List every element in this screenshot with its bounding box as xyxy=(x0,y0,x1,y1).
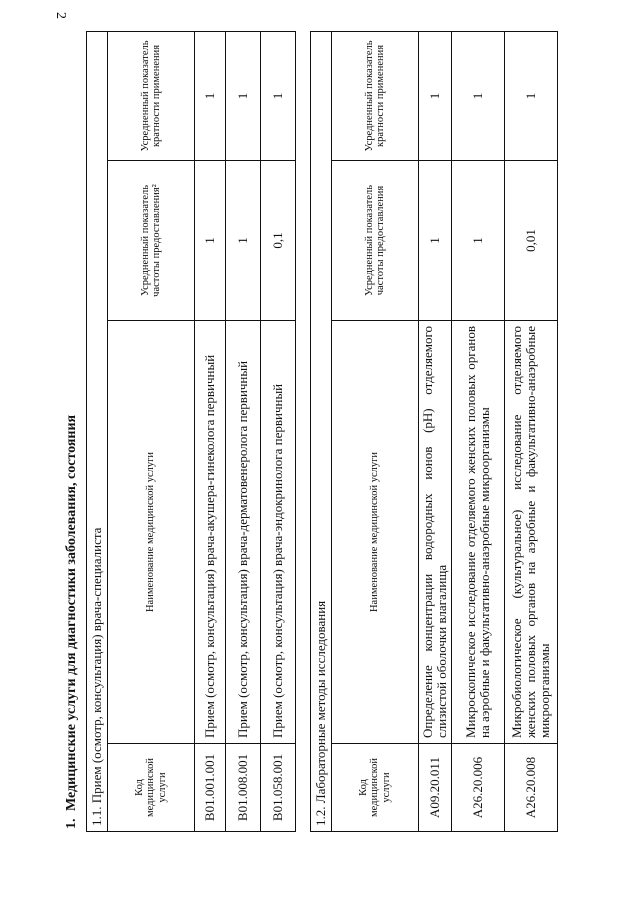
cell-code: B01.058.001 xyxy=(261,744,296,832)
cell-name: Микроскопическое исследование отделяемого женских половых органов на аэробные и факультативно-анаэробные микроорганизмы xyxy=(452,321,505,744)
cell-code: B01.001.001 xyxy=(195,744,226,832)
cell-frequency: 1 xyxy=(195,161,226,321)
cell-multiplicity: 1 xyxy=(419,31,452,160)
table-consultations xyxy=(86,31,296,832)
cell-frequency: 1 xyxy=(452,161,505,321)
cell-code: A09.20.011 xyxy=(419,744,452,832)
header-code: Код медицинской услуги xyxy=(332,744,419,832)
cell-frequency: 1 xyxy=(226,161,261,321)
cell-multiplicity: 1 xyxy=(505,31,558,160)
cell-frequency: 0,01 xyxy=(505,161,558,321)
cell-code: B01.008.001 xyxy=(226,744,261,832)
table-row xyxy=(226,31,261,831)
table-row xyxy=(195,31,226,831)
cell-frequency: 1 xyxy=(419,161,452,321)
header-frequency: Усредненный показатель частоты предоставления² xyxy=(108,161,195,321)
cell-name: Прием (осмотр, консультация) врача-эндокринолога первичный xyxy=(261,321,296,744)
section-heading xyxy=(64,49,84,829)
cell-name: Прием (осмотр, консультация) врача-акушера-гинеколога первичный xyxy=(195,321,226,744)
cell-multiplicity: 1 xyxy=(226,31,261,160)
header-name: Наименование медицинской услуги xyxy=(332,321,419,744)
cell-code: A26.20.006 xyxy=(452,744,505,832)
table-title: 1.2. Лабораторные методы исследования xyxy=(311,31,332,831)
table-title: 1.1. Прием (осмотр, консультация) врача-специалиста xyxy=(87,31,108,831)
page-number: 2 xyxy=(53,12,68,19)
table-row xyxy=(261,31,296,831)
table-row xyxy=(505,31,558,831)
table-row xyxy=(419,31,452,831)
header-frequency: Усредненный показатель частоты предоставления xyxy=(332,161,419,321)
cell-multiplicity: 1 xyxy=(452,31,505,160)
cell-multiplicity: 1 xyxy=(195,31,226,160)
cell-name: Микробиологическое (культуральное) исследование отделяемого женских половых органов на аэробные и факультативно-анаэробные микроорганизмы xyxy=(505,321,558,744)
header-code: Код медицинской услуги xyxy=(108,744,195,832)
table-header-row xyxy=(332,31,419,831)
header-name: Наименование медицинской услуги xyxy=(108,321,195,744)
section-number: 1. xyxy=(64,818,79,829)
header-multiplicity: Усредненный показатель кратности применения xyxy=(332,31,419,160)
cell-code: A26.20.008 xyxy=(505,744,558,832)
table-header-row xyxy=(108,31,195,831)
cell-multiplicity: 1 xyxy=(261,31,296,160)
table-row xyxy=(452,31,505,831)
section-title: Медицинские услуги для диагностики заболевания, состояния xyxy=(64,414,79,811)
cell-frequency: 0,1 xyxy=(261,161,296,321)
table-lab-methods xyxy=(310,31,558,832)
cell-name: Определение концентрации водородных ионов (pH) отделяемого слизистой оболочки влагалища xyxy=(419,321,452,744)
cell-name: Прием (осмотр, консультация) врача-дерматовенеролога первичный xyxy=(226,321,261,744)
header-multiplicity: Усредненный показатель кратности применения xyxy=(108,31,195,160)
